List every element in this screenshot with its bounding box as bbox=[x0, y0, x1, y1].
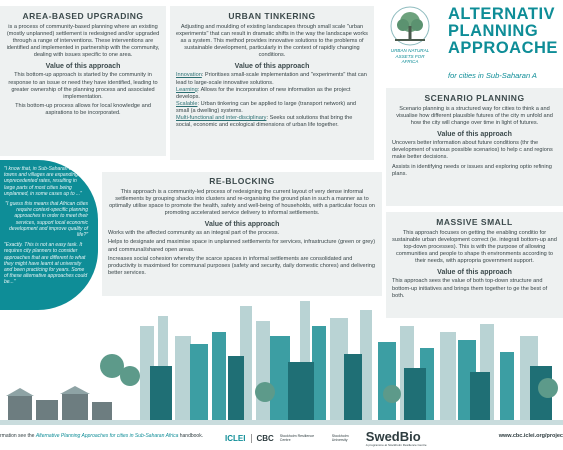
scenario-planning-value-text: Uncovers better information about future conditions (thr the development of various possible scenarios) to help c and regions make better decisions. bbox=[392, 140, 553, 161]
logo bbox=[384, 6, 436, 84]
scenario-planning-title: SCENARIO PLANNING bbox=[424, 93, 525, 103]
reblocking-panel bbox=[102, 172, 382, 296]
city-skyline-illustration bbox=[0, 296, 563, 426]
footer-logos bbox=[225, 427, 427, 449]
area-upgrading-intro: is a process of community-based planning where an existing (mostly unplanned) settlement is redesigned and/or upgraded through a range of interventions. These interventions are identified and implemented in partnership with the community, dealing with issues specific to one area. bbox=[6, 24, 160, 59]
area-upgrading-value-text: This bottom-up approach is started by the community in response to an issue or need they have identified, leading to greater ownership of the planning process and associated implementation. bbox=[8, 72, 158, 100]
massive-small-value-heading: Value of this approach bbox=[437, 269, 512, 277]
quote-bubble bbox=[0, 160, 98, 310]
reblocking-value-heading: Value of this approach bbox=[204, 221, 280, 229]
list-item: Innovation: Prioritises small-scale implementation and "experiments" that can lead to large-scale innovative solutions. bbox=[176, 72, 367, 86]
area-upgrading-value-text-2: This bottom-up process allows for local knowledge and aspirations to be incorporated. bbox=[15, 102, 151, 116]
urban-tinkering-value-list bbox=[170, 72, 374, 129]
handbook-link[interactable]: Alternative Planning Approaches for cities in Sub-Saharan Africa bbox=[35, 433, 179, 439]
tree-logo-icon bbox=[390, 6, 430, 46]
page-subtitle: for cities in Sub-Saharan A bbox=[448, 71, 537, 80]
urban-tinkering-intro: Adjusting and moulding of existing landscapes through small scale "urban experiments" that can result in dramatic shifts in the way the landscape works as a system. This method provides innovative solutions to the problems of sustainable development, particularly in the context of rapidly changing conditions. bbox=[176, 24, 368, 59]
footer bbox=[0, 425, 563, 450]
reblocking-value-2: Helps to designate and maximise space in unplanned settlements for services, infrastructure (green or grey) and communal/shared open areas. bbox=[108, 239, 376, 253]
urban-tinkering-value-heading: Value of this approach bbox=[234, 63, 310, 71]
scenario-planning-panel bbox=[386, 88, 563, 206]
footer-note: rmation see the Alternative Planning Approaches for cities in Sub-Saharan Africa handbook. bbox=[0, 433, 204, 439]
reblocking-value-3: Increases social cohesion whereby the scarce spaces in informal settlements are consolidated and productivity is maximised for communal purposes (safety and security, daily domestic chores) and delivering better services. bbox=[108, 255, 375, 276]
page-title bbox=[448, 6, 563, 57]
area-upgrading-value-heading: Value of this approach bbox=[45, 63, 121, 71]
area-upgrading-panel bbox=[0, 6, 166, 156]
quote-paragraph: "Exactly. This is not an easy task. It requires city planners to consider approaches that are different to what they might have learnt at university and been practicing for years. Some of these alternative approaches could be..." bbox=[4, 242, 88, 286]
massive-small-value-text: This approach sees the value of both top-down structure and bottom-up initiatives and brings them together to ge the best of both. bbox=[392, 278, 548, 299]
quote-paragraph: "I guess this means that African cities require context-specific planning approaches in order to meet their services, support local economic development and improve quality of life?" bbox=[5, 201, 88, 239]
learning-term: Learning bbox=[176, 86, 198, 93]
scenario-planning-value-text-2: Assists in identifying needs or issues and exploring optio refining plans. bbox=[392, 163, 552, 177]
scenario-planning-intro: Scenario planning is a structured way for cities to think a and visualise how different plausible futures of the city m unfold and how the city will change over time in light of futures. bbox=[396, 106, 553, 127]
title-line: PLANNING bbox=[448, 22, 539, 40]
urban-tinkering-panel bbox=[170, 6, 374, 160]
scenario-planning-value-heading: Value of this approach bbox=[437, 131, 512, 139]
title-line: ALTERNATIV bbox=[448, 6, 556, 23]
list-item: Learning: Allows for the incorporation of new information as the project develops. bbox=[176, 86, 351, 100]
stockholm-resilience-logo: Stockholm Resilience Centre bbox=[279, 433, 315, 442]
footer-url[interactable]: www.cbc.iclei.org/projec bbox=[498, 433, 563, 439]
swedbio-logo: SwedBio A programme at Stockholm Resilience Centre bbox=[365, 428, 427, 447]
massive-small-intro: This approach focuses on getting the enabling conditio for sustainable urban development correct (ie. integrati bottom-up and top-down processes). This is with the purpose of allowing communities and people to shape th environments according to their needs, with appropria government support. bbox=[392, 230, 557, 265]
list-item: Scalable: Urban tinkering can be applied to large (transport network) and small (a dwelling) systems. bbox=[176, 100, 357, 114]
stockholm-university-logo: Stockholm University bbox=[331, 433, 349, 442]
reblocking-value-1: Works with the affected community as an integral part of the process. bbox=[108, 230, 280, 237]
title-line: APPROACHE bbox=[448, 39, 558, 57]
massive-small-title: MASSIVE SMALL bbox=[436, 217, 513, 227]
logo-caption: URBAN NATURAL ASSETS FOR AFRICA bbox=[390, 48, 430, 65]
reblocking-title: RE-BLOCKING bbox=[209, 176, 275, 186]
innovation-term: Innovation bbox=[176, 72, 202, 79]
urban-tinkering-title: URBAN TINKERING bbox=[228, 11, 316, 21]
quote-paragraph: "I know that, in Sub-Saharan cities, towns and villages are expanding at unprecedented rates, resulting in large parts of most cities being unplanned, in some cases up to ..." bbox=[4, 166, 84, 197]
scalable-term: Scalable bbox=[176, 100, 198, 107]
header bbox=[382, 4, 563, 86]
cbc-logo: CBC bbox=[251, 434, 273, 443]
list-item: Multi-functional and inter-disciplinary: Seeks out solutions that bring the social, economic and ecological dimensions of urban life together. bbox=[176, 115, 353, 129]
area-upgrading-title: AREA-BASED UPGRADING bbox=[22, 11, 144, 21]
reblocking-intro: This approach is a community-led process of redesigning the current layout of very dense informal settlements by grouping shacks into clusters and re-organising the ground plan in such a manner as to optimally utilise space to promote the health, safety and well-being of households, with a particular focus on promoting accelerated service delivery to informal settlements. bbox=[109, 189, 375, 217]
iclei-logo: ICLEI bbox=[225, 433, 246, 443]
multi-functional-term: Multi-functional and inter-disciplinary bbox=[176, 115, 267, 122]
